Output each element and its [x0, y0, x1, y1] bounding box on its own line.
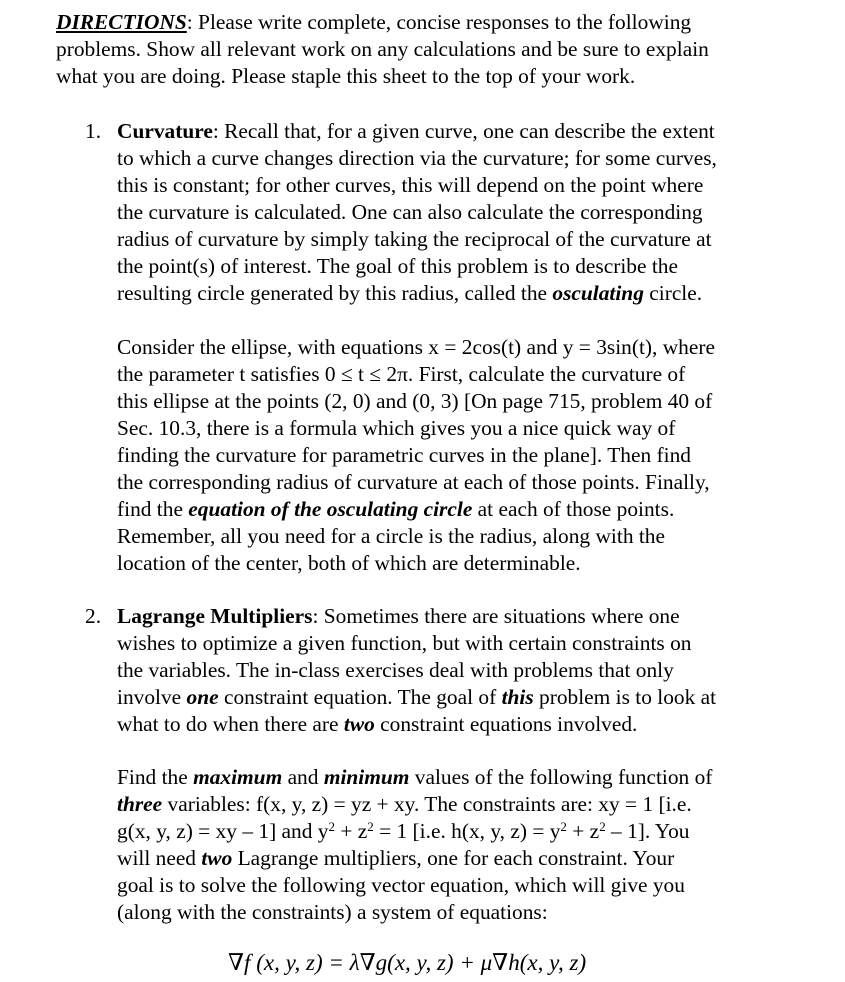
- problem-2-title: Lagrange Multipliers: [117, 604, 313, 628]
- document-page: DIRECTIONS: Please write complete, concise responses to the following problems. Show all relevant work on any calculations and be sure to explain what you are doing. Please staple this sheet to the top of your work. 1. Curvature: Recall that, for a given curve, one can describe the extent to which a curve changes direction via the curvature; for some curves, this is constant; for other curves, this will depend on the point where the curvature is calculated. One can also calculate the corresponding radius of curvature by simply taking the reciprocal of the curvature at the point(s) of interest. The goal of this problem is to describe the resulting circle generated by this radius, called the osculating circle. Consider the ellipse, with equations x = 2cos(t) and y = 3sin(t), where the parameter t satisfies 0 ≤ t ≤ 2π. First, calculate the curvature of this ellipse at the points (2, 0) and (0, 3) [On page 715, problem 40 of Sec. 10.3, there is a formula which gives you a nice quick way of finding the curvature for parametric curves in the plane]. Then find the corresponding radius of curvature at each of those points. Finally, find the equation of the osculating circle at each of those points. Remember, all you need for a circle is the radius, along with the location of the center, both of which are determinable. 2. Lagrange Multipliers: Sometimes there are situations where one wishes to optimize a given function, but with certain constraints on the variables. The in-class exercises deal with problems that only involve one constraint equation. The goal of this problem is to look at what to do when there are two constraint equations involved. Find the maximum and minimum values of the following function of three variables: f(x, y, z) = yz + xy. The constraints are: xy = 1 [i.e. g(x, y, z) = xy – 1] and $y^2 + z^2 = 1$ [i.e. h(x, y, $z) = y^2 + z^2 - 1$]. You will need two Lagrange multipliers, one for each constraint. Your goal is to solve the following vector equation, which will give you (along with the constraints) a system of equations: ∇f (x, y, z) = λ∇g(x, y, z) + μ∇h(x, y, z): [0, 0, 845, 982]
- problem-1-intro: Curvature: Recall that, for a given curve, one can describe the extent to which a curve changes direction via the curvature; for some curves, this is constant; for other curves, this will depend on the point where the curvature is calculated. One can also calculate the corresponding radius of curvature by simply taking the reciprocal of the curvature at the point(s) of interest. The goal of this problem is to describe the resulting circle generated by this radius, called the osculating circle.: [117, 119, 717, 305]
- osculating-circle-emphasis: equation of the osculating circle: [188, 497, 473, 521]
- directions-block: [56, 9, 796, 90]
- osculating-emphasis: osculating: [552, 281, 644, 305]
- directions-label: DIRECTIONS: [56, 10, 187, 34]
- problem-1-number: 1.: [85, 119, 102, 143]
- problem-2-number: 2.: [85, 604, 102, 628]
- directions-line-3: what you are doing. Please staple this sheet to the top of your work.: [56, 64, 636, 88]
- directions-line-1: DIRECTIONS: Please write complete, concise responses to the following: [56, 10, 692, 34]
- problem-2-body: Lagrange Multipliers: Sometimes there are situations where one wishes to optimize a given function, but with certain constraints on the variables. The in-class exercises deal with problems that only involve one constraint equation. The goal of this problem is to look at what to do when there are two constraint equations involved.: [117, 604, 717, 736]
- problem-1-body: [117, 118, 787, 307]
- directions-line-2: problems. Show all relevant work on any calculations and be sure to explain: [56, 37, 709, 61]
- lagrange-vector-equation: ∇f (x, y, z) = λ∇g(x, y, z) + μ∇h(x, y, z): [228, 950, 587, 975]
- problem-1-title: Curvature: [117, 119, 213, 143]
